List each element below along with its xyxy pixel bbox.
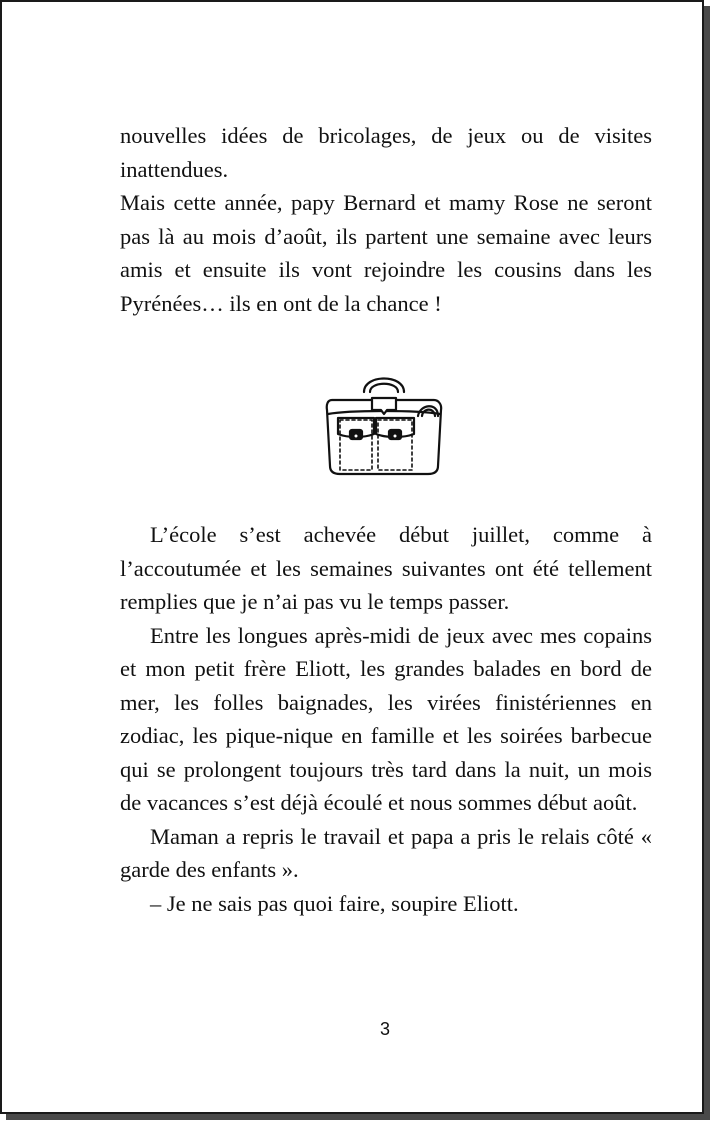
paragraph: Mais cette année, papy Bernard et mamy Rose ne seront pas là au mois d’août, ils partent une semaine avec leurs amis et ensuite ils vont rejoindre les cousins dans les Pyrénées… ils en ont de la chance ! [120, 190, 652, 316]
school-satchel-icon [320, 370, 446, 480]
paragraph: Maman a repris le travail et papa a pris le relais côté « garde des enfants ». [120, 823, 652, 882]
dialogue-line: – Je ne sais pas quoi faire, soupire Eliott. [150, 890, 519, 916]
text-block-top [120, 119, 652, 320]
paragraph: Entre les longues après-midi de jeux avec mes copains et mon petit frère Eliott, les grandes balades en bord de mer, les folles baignades, les virées finistériennes en zodiac, les pique-nique en famille et les soirées barbecue qui se prolongent toujours très tard dans la nuit, un mois de vacances s’est déjà écoulé et nous sommes début août. [120, 622, 652, 815]
paragraph: L’école s’est achevée début juillet, comme à l’accoutumée et les semaines suivantes ont été tellement remplies que je n’ai pas vu le temps passer. [120, 522, 652, 614]
paragraph: nouvelles idées de bricolages, de jeux ou de visites inattendues. [120, 123, 652, 182]
text-block-bottom [120, 518, 652, 920]
page-number: 3 [379, 1019, 390, 1039]
